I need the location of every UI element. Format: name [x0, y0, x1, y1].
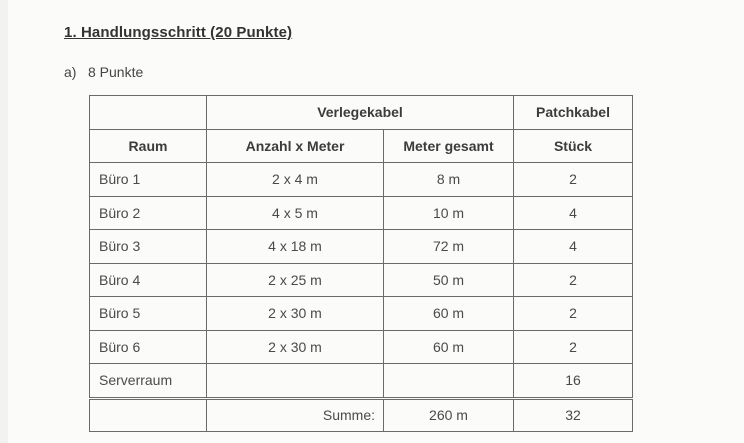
table-row — [90, 163, 633, 197]
cell-meter: 8 m — [384, 163, 514, 197]
summary-meter: 260 m — [384, 398, 514, 431]
cell-stueck: 16 — [514, 364, 633, 399]
cell-stueck: 2 — [514, 330, 633, 364]
cell-meter: 50 m — [384, 263, 514, 297]
table-row — [90, 330, 633, 364]
cell-anzahl: 2 x 25 m — [207, 263, 384, 297]
empty-header-cell — [90, 96, 207, 130]
cell-meter: 60 m — [384, 297, 514, 331]
header-anzahl: Anzahl x Meter — [207, 129, 384, 163]
table-row — [90, 364, 633, 399]
column-header-row — [90, 129, 633, 163]
summary-stueck: 32 — [514, 398, 633, 431]
cell-meter: 10 m — [384, 196, 514, 230]
cell-raum: Büro 6 — [90, 330, 207, 364]
task-letter: a) — [64, 64, 77, 80]
summary-label: Summe: — [207, 398, 384, 431]
cell-raum: Büro 3 — [90, 230, 207, 264]
header-stueck: Stück — [514, 129, 633, 163]
header-meter: Meter gesamt — [384, 129, 514, 163]
page-edge — [0, 0, 8, 443]
header-patchkabel: Patchkabel — [514, 96, 633, 130]
table-row — [90, 196, 633, 230]
cell-raum: Büro 5 — [90, 297, 207, 331]
cell-stueck: 2 — [514, 263, 633, 297]
section-heading: 1. Handlungsschritt (20 Punkte) — [64, 24, 293, 41]
task-subheading — [64, 64, 143, 80]
cell-anzahl: 2 x 4 m — [207, 163, 384, 197]
cell-stueck: 4 — [514, 230, 633, 264]
table-row — [90, 230, 633, 264]
cable-table — [89, 95, 633, 432]
cell-anzahl: 4 x 5 m — [207, 196, 384, 230]
cell-stueck: 2 — [514, 297, 633, 331]
summary-row — [90, 398, 633, 431]
header-verlegekabel: Verlegekabel — [207, 96, 514, 130]
header-raum: Raum — [90, 129, 207, 163]
cell-raum: Serverraum — [90, 364, 207, 399]
cell-meter: 72 m — [384, 230, 514, 264]
cell-anzahl: 4 x 18 m — [207, 230, 384, 264]
cell-anzahl — [207, 364, 384, 399]
cell-raum: Büro 1 — [90, 163, 207, 197]
cell-meter — [384, 364, 514, 399]
cell-stueck: 2 — [514, 163, 633, 197]
cell-stueck: 4 — [514, 196, 633, 230]
cell-anzahl: 2 x 30 m — [207, 297, 384, 331]
cell-raum: Büro 2 — [90, 196, 207, 230]
cell-raum: Büro 4 — [90, 263, 207, 297]
summary-empty-cell — [90, 398, 207, 431]
cell-meter: 60 m — [384, 330, 514, 364]
task-points: 8 Punkte — [88, 64, 144, 80]
table-row — [90, 297, 633, 331]
group-header-row — [90, 96, 633, 130]
table-row — [90, 263, 633, 297]
cell-anzahl: 2 x 30 m — [207, 330, 384, 364]
